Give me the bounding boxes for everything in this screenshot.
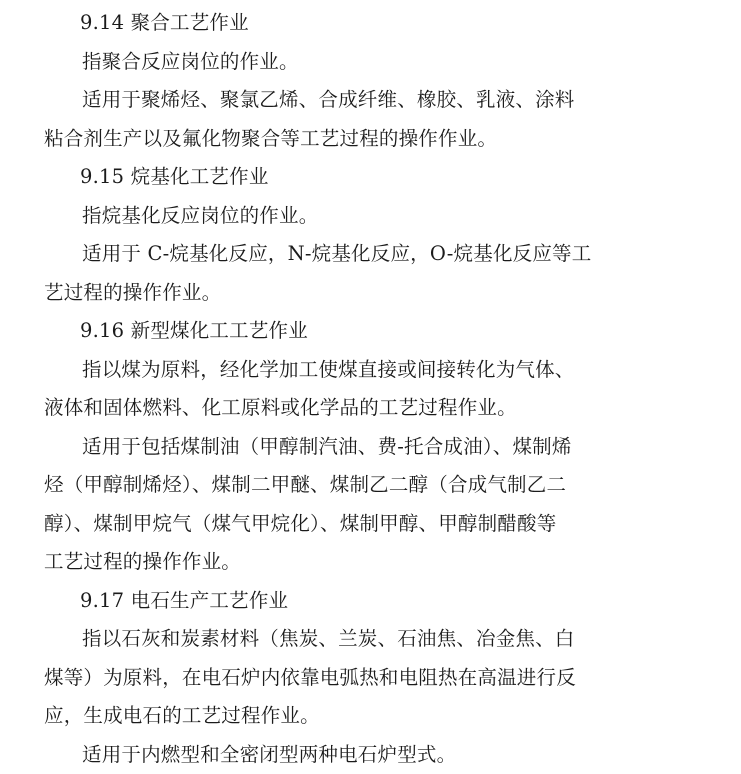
- section-9-14: [44, 4, 701, 158]
- paragraph-line: 醇）、煤制甲烷气（煤气甲烷化）、煤制甲醇、甲醇制醋酸等: [44, 505, 701, 544]
- paragraph-line: 适用于包括煤制油（甲醇制汽油、费-托合成油）、煤制烯: [44, 428, 701, 467]
- paragraph-line: 应，生成电石的工艺过程作业。: [44, 697, 701, 736]
- paragraph-line: 艺过程的操作作业。: [44, 274, 701, 313]
- section-heading: 9.15 烷基化工艺作业: [44, 158, 701, 197]
- section-9-17: [44, 582, 701, 774]
- paragraph-line: 指聚合反应岗位的作业。: [44, 43, 701, 82]
- paragraph-line: 指以石灰和炭素材料（焦炭、兰炭、石油焦、冶金焦、白: [44, 620, 701, 659]
- section-9-15: [44, 158, 701, 312]
- paragraph-line: 粘合剂生产以及氟化物聚合等工艺过程的操作作业。: [44, 120, 701, 159]
- paragraph-line: 液体和固体燃料、化工原料或化学品的工艺过程作业。: [44, 389, 701, 428]
- section-heading: 9.16 新型煤化工工艺作业: [44, 312, 701, 351]
- section-heading: 9.14 聚合工艺作业: [44, 4, 701, 43]
- paragraph-line: 工艺过程的操作作业。: [44, 543, 701, 582]
- paragraph-line: 适用于 C-烷基化反应，N-烷基化反应，O-烷基化反应等工: [44, 235, 701, 274]
- section-heading: 9.17 电石生产工艺作业: [44, 582, 701, 621]
- paragraph-line: 适用于内燃型和全密闭型两种电石炉型式。: [44, 736, 701, 774]
- paragraph-line: 适用于聚烯烃、聚氯乙烯、合成纤维、橡胶、乳液、涂料: [44, 81, 701, 120]
- paragraph-line: 烃（甲醇制烯烃）、煤制二甲醚、煤制乙二醇（合成气制乙二: [44, 466, 701, 505]
- paragraph-line: 煤等）为原料，在电石炉内依靠电弧热和电阻热在高温进行反: [44, 659, 701, 698]
- section-9-16: [44, 312, 701, 582]
- paragraph-line: 指以煤为原料，经化学加工使煤直接或间接转化为气体、: [44, 351, 701, 390]
- paragraph-line: 指烷基化反应岗位的作业。: [44, 197, 701, 236]
